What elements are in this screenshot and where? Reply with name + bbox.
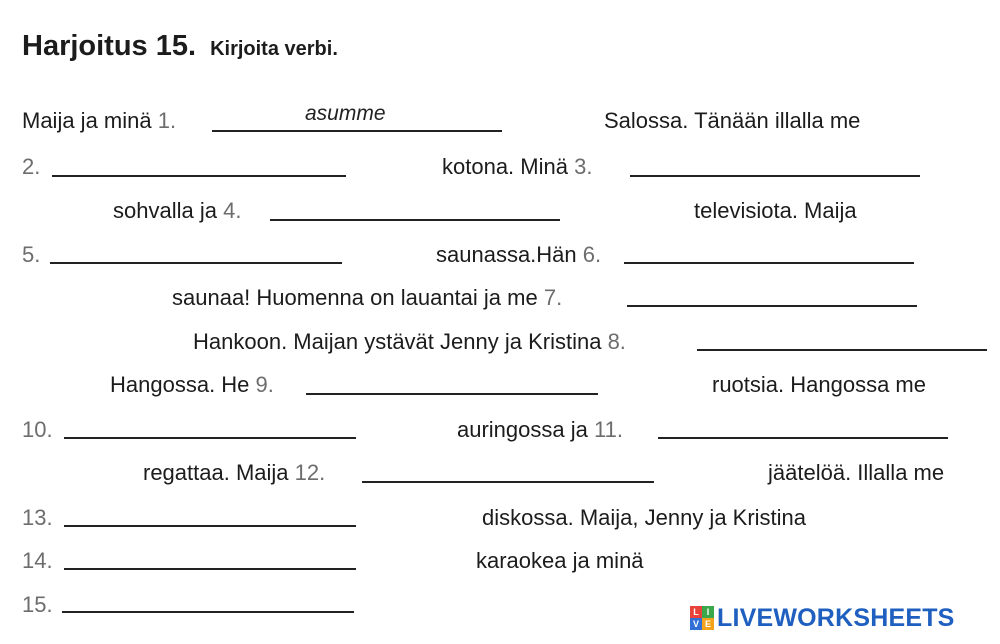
text-segment: Maija ja minä 1. (22, 108, 177, 133)
page-title (22, 30, 338, 63)
logo-letter: I (702, 606, 714, 618)
exercise-title: Harjoitus 15. (22, 30, 197, 62)
item-number: 12. (294, 460, 326, 485)
text-segment: ruotsia. Hangossa me (712, 372, 926, 397)
liveworksheets-logo (690, 602, 955, 634)
answer-1-text: asumme (305, 102, 386, 125)
logo-letter: L (690, 606, 702, 618)
answer-blank-11[interactable] (658, 437, 948, 439)
exercise-instruction: Kirjoita verbi. (210, 38, 338, 60)
text-segment: saunaa! Huomenna on lauantai ja me 7. (172, 285, 563, 310)
item-number: 14. (22, 548, 53, 573)
answer-blank-10[interactable] (64, 437, 356, 439)
answer-blank-1[interactable] (212, 130, 502, 132)
text-segment: regattaa. Maija 12. (143, 460, 326, 485)
item-number: 10. (22, 417, 53, 442)
item-number: 11. (594, 417, 623, 442)
item-number: 2. (22, 154, 41, 179)
text-segment: sohvalla ja 4. (113, 198, 242, 223)
item-number: 3. (574, 154, 593, 179)
text-segment: jäätelöä. Illalla me (768, 460, 945, 485)
text-segment: saunassa.Hän 6. (436, 242, 602, 267)
answer-blank-5[interactable] (50, 262, 342, 264)
text-segment: Salossa. Tänään illalla me (604, 108, 861, 133)
text-segment: Hangossa. He 9. (110, 372, 274, 397)
item-number: 5. (22, 242, 41, 267)
answer-blank-12[interactable] (362, 481, 654, 483)
liveworksheets-logo-icon (690, 606, 714, 630)
logo-text: LIVEWORKSHEETS (717, 603, 955, 632)
text-segment: karaokea ja minä (476, 548, 644, 573)
text-segment: diskossa. Maija, Jenny ja Kristina (482, 505, 807, 530)
logo-letter: V (690, 618, 702, 630)
item-number: 7. (543, 285, 563, 310)
text-segment: auringossa ja 11. (457, 417, 623, 442)
item-number: 8. (607, 329, 626, 354)
item-number: 6. (582, 242, 602, 267)
item-number: 4. (223, 198, 242, 223)
answer-blank-8[interactable] (697, 349, 987, 351)
answer-blank-14[interactable] (64, 568, 356, 570)
text-segment: televisiota. Maija (694, 198, 857, 223)
item-number: 1. (157, 108, 177, 133)
answer-blank-7[interactable] (627, 305, 917, 307)
item-number: 13. (22, 505, 53, 530)
item-number: 15. (22, 592, 53, 617)
logo-letter: E (702, 618, 714, 630)
text-segment: kotona. Minä 3. (442, 154, 593, 179)
answer-blank-13[interactable] (64, 525, 356, 527)
answer-blank-6[interactable] (624, 262, 914, 264)
answer-blank-2[interactable] (52, 175, 346, 177)
answer-blank-15[interactable] (62, 611, 354, 613)
answer-blank-4[interactable] (270, 219, 560, 221)
answer-blank-3[interactable] (630, 175, 920, 177)
answer-blank-9[interactable] (306, 393, 598, 395)
text-segment: Hankoon. Maijan ystävät Jenny ja Kristina 8. (193, 329, 626, 354)
item-number: 9. (255, 372, 274, 397)
